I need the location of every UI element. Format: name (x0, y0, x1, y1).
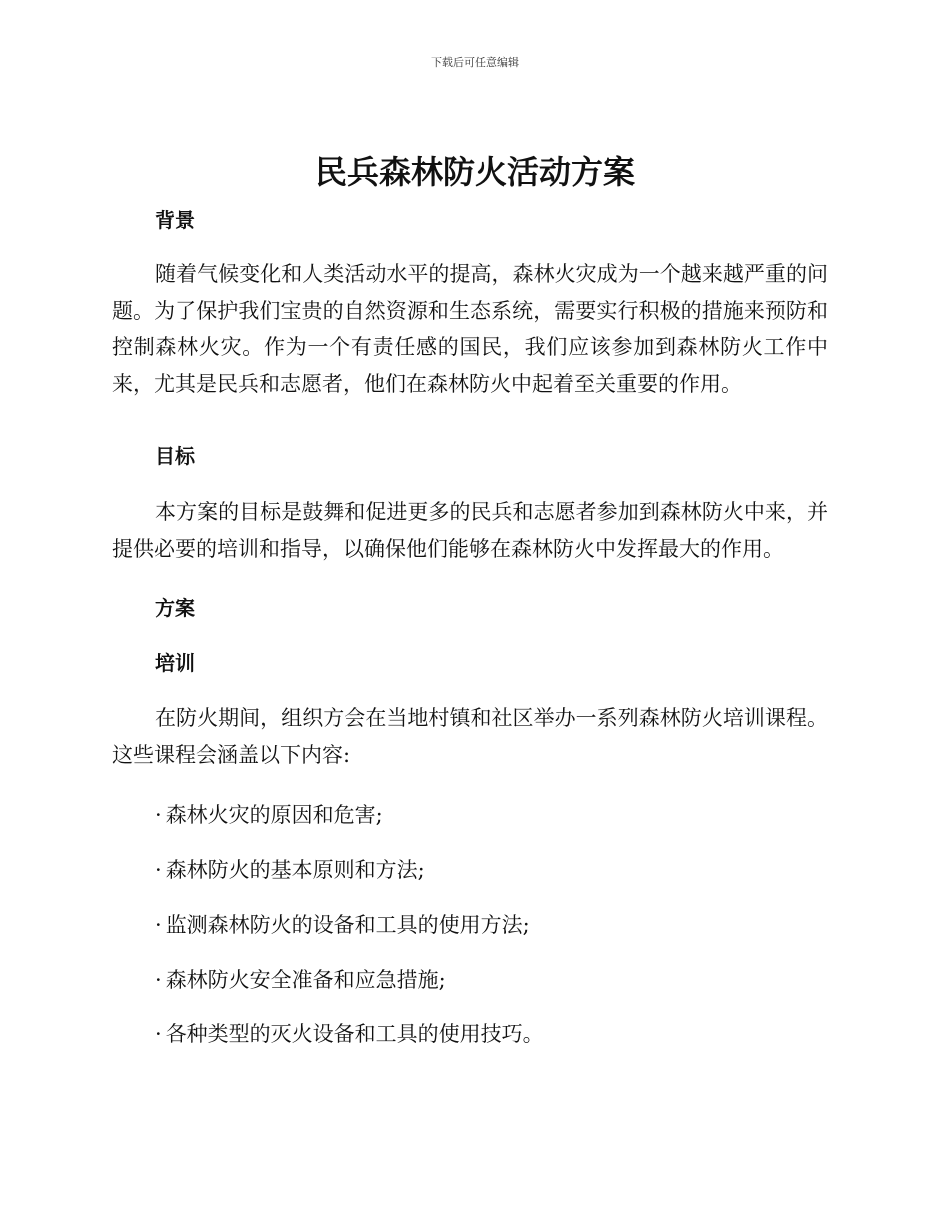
bullet-icon: · (155, 858, 162, 882)
section-heading-training: 培训 (155, 651, 195, 675)
list-item-text: 森林火灾的原因和危害; (165, 803, 383, 827)
list-item (155, 965, 446, 995)
list-item-text: 各种类型的灭火设备和工具的使用技巧。 (165, 1022, 544, 1046)
background-paragraph: 随着气候变化和人类活动水平的提高，森林火灾成为一个越来越严重的问题。为了保护我们宝贵的自然资源和生态系统，需要实行积极的措施来预防和控制森林火灾。作为一个有责任感的国民，我们应该参加到森林防火工作中来，尤其是民兵和志愿者，他们在森林防火中起着至关重要的作用。 (112, 262, 828, 396)
list-item (155, 855, 425, 885)
list-item-text: 森林防火安全准备和应急措施; (165, 968, 446, 992)
bullet-icon: · (155, 968, 162, 992)
document-title: 民兵森林防火活动方案 (314, 153, 635, 191)
bullet-icon: · (155, 803, 162, 827)
list-item (155, 910, 530, 940)
section-heading-plan: 方案 (155, 596, 195, 620)
bullet-icon: · (155, 913, 162, 937)
list-item-text: 森林防火的基本原则和方法; (165, 858, 425, 882)
section-heading-background: 背景 (155, 208, 195, 232)
list-item (155, 1019, 544, 1049)
bullet-icon: · (155, 1022, 162, 1046)
header-note: 下载后可任意编辑 (431, 56, 519, 69)
list-item-text: 监测森林防火的设备和工具的使用方法; (165, 913, 530, 937)
section-heading-goal: 目标 (155, 444, 195, 468)
goal-paragraph: 本方案的目标是鼓舞和促进更多的民兵和志愿者参加到森林防火中来，并提供必要的培训和指导，以确保他们能够在森林防火中发挥最大的作用。 (112, 500, 828, 561)
list-item (155, 800, 383, 830)
training-paragraph: 在防火期间，组织方会在当地村镇和社区举办一系列森林防火培训课程。这些课程会涵盖以下内容: (112, 706, 828, 767)
